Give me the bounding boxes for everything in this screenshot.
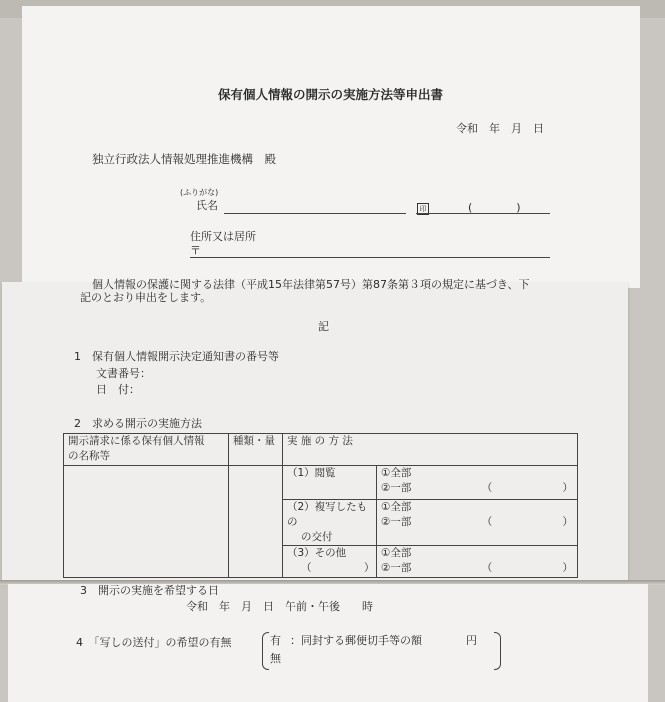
table-header-row xyxy=(64,434,578,466)
method-1-label: （1）閲覧 xyxy=(287,467,336,479)
method-name-3 xyxy=(283,546,377,578)
phone-parens: ( ) xyxy=(468,201,521,214)
body-text-line1: 個人情報の保護に関する法律（平成15年法律第57号）第87条第３項の規定に基づき、下 xyxy=(92,278,530,291)
header-method: 実 施 の 方 法 xyxy=(283,434,578,466)
postal-mark: 〒 xyxy=(190,244,201,257)
method-3-label-line1: （3）その他 xyxy=(287,547,347,559)
name-label: 氏名 xyxy=(196,199,218,212)
phone-underline xyxy=(416,213,550,214)
header-col1-line1: 開示請求に係る保有個人情報 xyxy=(68,435,205,447)
section3-heading: 3 開示の実施を希望する日 xyxy=(80,584,219,597)
method-options-1 xyxy=(377,466,578,500)
paren-open-3: （ xyxy=(481,562,493,574)
option-yes[interactable]: 有 xyxy=(270,634,281,647)
option-partial-row-2[interactable] xyxy=(381,515,573,530)
left-bracket xyxy=(262,632,269,670)
paren-close-2: ） xyxy=(562,516,574,528)
option-partial-2: ②一部 xyxy=(381,516,412,528)
method-2-label-line1: （2）複写したもの xyxy=(287,501,368,528)
header-info-name xyxy=(64,434,229,466)
addressee: 独立行政法人情報処理推進機構 殿 xyxy=(92,152,276,166)
section4-heading: 4 「写しの送付」の希望の有無 xyxy=(76,636,232,649)
paren-open-1: （ xyxy=(481,482,493,494)
preferred-date-line: 令和 年 月 日 午前・午後 時 xyxy=(186,600,373,613)
section1-heading: 1 保有個人情報開示決定通知書の番号等 xyxy=(74,350,279,363)
right-bracket xyxy=(494,632,501,670)
section2-heading: 2 求める開示の実施方法 xyxy=(74,417,202,430)
info-name-cell[interactable] xyxy=(64,466,229,578)
table-row xyxy=(64,466,578,500)
date-line: 令和 年 月 日 xyxy=(456,122,544,135)
option-all-1[interactable]: ①全部 xyxy=(381,467,412,479)
furigana-label: (ふりがな) xyxy=(180,188,219,197)
body-text-line2: 記のとおり申出をします。 xyxy=(80,291,212,304)
date-label: 日 付： xyxy=(96,383,140,396)
type-quantity-cell[interactable] xyxy=(229,466,283,578)
paren-open-2: （ xyxy=(481,516,493,528)
paper-upper-panel xyxy=(22,6,640,288)
option-no[interactable]: 無 xyxy=(270,652,281,665)
option-partial-3: ②一部 xyxy=(381,562,412,574)
method-table xyxy=(63,433,578,578)
address-label: 住所又は居所 xyxy=(190,230,256,243)
paren-close-1: ） xyxy=(562,482,574,494)
option-partial-1: ②一部 xyxy=(381,482,412,494)
seal-mark: 印 xyxy=(417,203,429,215)
header-type-quantity: 種類・量 xyxy=(229,434,283,466)
stamp-amount-label: ：同封する郵便切手等の額 xyxy=(290,634,422,647)
option-partial-row-3[interactable] xyxy=(381,561,573,576)
option-partial-row-1[interactable] xyxy=(381,481,573,496)
document-title: 保有個人情報の開示の実施方法等申出書 xyxy=(218,87,444,102)
method-3-other-field[interactable]: （ ） xyxy=(301,562,375,574)
paren-close-3: ） xyxy=(562,562,574,574)
header-col1-line2: の名称等 xyxy=(68,450,110,462)
method-name-1 xyxy=(283,466,377,500)
name-underline xyxy=(224,213,406,214)
option-all-2[interactable]: ①全部 xyxy=(381,501,412,513)
yen-label: 円 xyxy=(466,634,477,647)
ki-heading: 記 xyxy=(318,320,329,333)
method-2-label-line2: の交付 xyxy=(301,531,333,543)
doc-number-label: 文書番号： xyxy=(96,367,151,380)
method-name-2 xyxy=(283,500,377,546)
method-options-3 xyxy=(377,546,578,578)
method-options-2 xyxy=(377,500,578,546)
address-underline xyxy=(190,257,550,258)
option-all-3[interactable]: ①全部 xyxy=(381,547,412,559)
